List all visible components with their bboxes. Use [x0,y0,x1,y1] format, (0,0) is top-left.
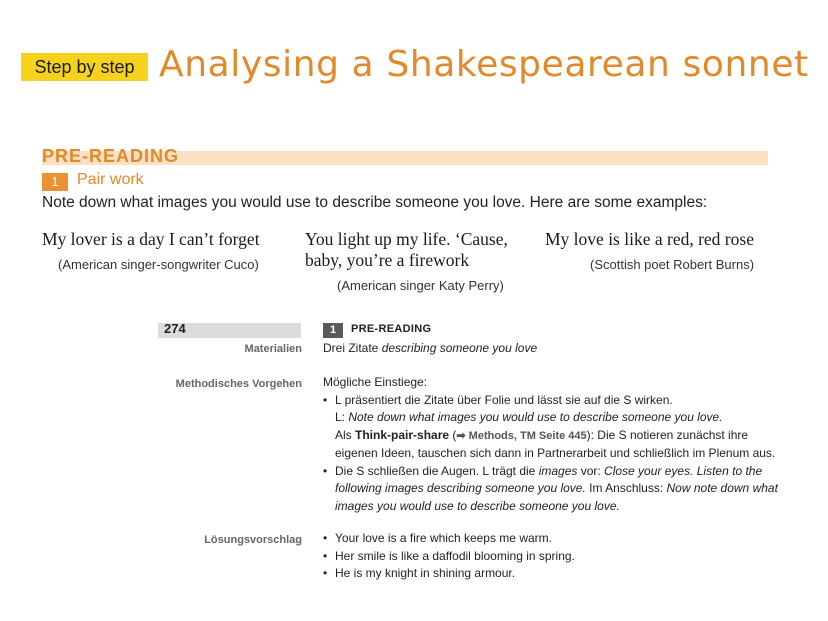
think-pair-share: Think-pair-share [355,427,450,442]
page-title: Analysing a Shakespearean sonnet [159,44,809,85]
b2-italic1: Close your eyes. Listen to the [604,463,763,478]
b2-italic2: following images describing someone you love. [335,481,586,495]
quote-source-burns: (Scottish poet Robert Burns) [590,257,755,272]
notes-section-number: 1 [323,323,343,338]
page-number: 274 [164,321,186,336]
vorgehen-label: Methodisches Vorgehen [175,378,302,390]
vorgehen-content [323,374,778,515]
vorgehen-b1-line1: • L präsentiert die Zitate über Folie und lässt sie auf die S wirken. [335,392,673,407]
notes-section-title: PRE-READING [351,323,432,335]
quote-cuco: My lover is a day I can’t forget [42,229,260,249]
loesung-item: • Her smile is like a daffodil blooming in spring. [323,548,575,566]
tps-continuation: ): Die S notieren zunächst ihre [586,427,749,442]
loesung-content [323,530,575,583]
als-text: Als [335,427,356,442]
l-prefix: L: [335,410,349,424]
quote-katy-perry-line1: You light up my life. ‘Cause, [305,229,508,249]
vorgehen-b2-line2 [335,480,778,498]
materialien-label: Materialien [244,343,302,355]
l-prompt: Note down what images you would use to describe someone you love. [348,410,723,424]
b2-italic4: images you would use to describe someone you love. [335,498,620,513]
step-by-step-badge: Step by step [21,53,148,81]
b2-images: images [538,463,578,478]
b2-italic3: Now note down what [666,481,778,495]
task-instruction: Note down what images you would use to describe someone you love. Here are some examples: [42,194,708,211]
vorgehen-b1-line4: eigenen Ideen, tauschen sich dann in Partnerarbeit und schließlich im Plenum aus. [335,446,776,460]
b2-anschluss: Im Anschluss: [585,481,667,495]
task-number-badge: 1 [42,173,68,191]
vorgehen-bullet-1 [323,392,778,463]
loesung-item: • Your love is a fire which keeps me warm. [323,530,575,548]
quote-katy-perry-line2: baby, you’re a firework [305,250,470,270]
b2-vor: vor: [577,463,605,478]
loesung-label: Lösungsvorschlag [204,534,302,546]
vorgehen-b1-line3 [335,427,778,446]
materialien-italic: describing someone you love [381,341,538,355]
quote-source-katy-perry: (American singer Katy Perry) [337,278,504,293]
quote-burns: My love is like a red, red rose [545,229,754,249]
task-title: Pair work [77,171,144,188]
vorgehen-b1-line2 [335,409,778,427]
open-paren: ( [449,427,457,442]
vorgehen-intro: Mögliche Einstiege: [323,375,428,389]
methods-reference: ➡ Methods, TM Seite 445 [456,429,587,442]
loesung-item: • He is my knight in shining armour. [323,565,575,583]
materialien-text [323,340,537,358]
quote-source-cuco: (American singer-songwriter Cuco) [58,257,259,272]
vorgehen-bullet-2 [323,463,778,516]
b2-start: Die S schließen die Augen. L trägt die [335,463,539,478]
materialien-plain: Drei Zitate [323,341,382,355]
section-label: PRE-READING [42,146,180,166]
vorgehen-b2-line1 [335,463,778,481]
vorgehen-b2-line3 [335,498,778,516]
